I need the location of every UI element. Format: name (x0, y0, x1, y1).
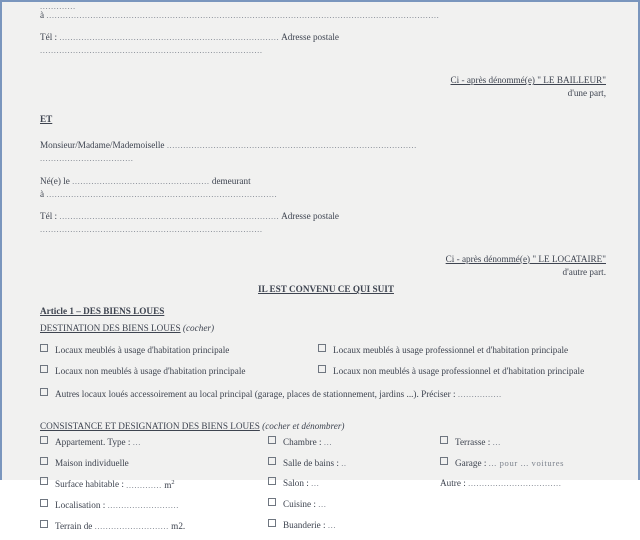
destination-option[interactable] (318, 344, 612, 357)
locataire-demeurant-label: demeurant (211, 175, 251, 186)
consistance-item-label: Terrain de (55, 520, 93, 531)
consistance-item-value[interactable]: ... pour ... voitures (488, 457, 565, 468)
locataire-address-dots[interactable]: .................................................................................... (46, 188, 278, 199)
locataire-civility-row (40, 139, 612, 152)
bailleur-tel-dots[interactable]: ................................................................................ (59, 32, 280, 43)
checkbox-icon[interactable] (40, 477, 48, 485)
checkbox-icon[interactable] (268, 436, 276, 444)
consistance-item[interactable] (268, 498, 440, 511)
consistance-column-1 (40, 436, 268, 540)
consistance-item-value[interactable]: .. (341, 457, 347, 468)
bailleur-address-dots[interactable]: ............................................................................................................................................... (46, 10, 440, 20)
checkbox-icon[interactable] (268, 477, 276, 485)
checkbox-icon[interactable] (268, 498, 276, 506)
consistance-item-label: Buanderie : (283, 519, 326, 530)
locataire-civility-row2 (40, 152, 612, 165)
locataire-denomination: Ci - après dénommé(e) " LE LOCATAIRE" (445, 253, 606, 264)
bailleur-address-row (40, 9, 612, 22)
consistance-heading: CONSISTANCE ET DESIGNATION DES BIENS LOUES (40, 421, 260, 432)
consistance-item-label: Terrasse : (455, 437, 491, 448)
clipped-dots: ............. (40, 1, 76, 11)
bailleur-part: d'une part, (567, 88, 606, 99)
consistance-item-unit: m2. (171, 520, 186, 531)
destination-option-label: Locaux meublés à usage d'habitation principale (55, 345, 230, 356)
destination-heading-note: (cocher) (182, 323, 215, 333)
et-label: ET (40, 114, 53, 125)
consistance-heading-row (40, 420, 612, 433)
checkbox-icon[interactable] (440, 436, 448, 444)
consistance-item-label: Surface habitable : (55, 479, 124, 490)
locataire-birth-dots[interactable]: .................................................. (72, 175, 210, 186)
checkbox-icon[interactable] (318, 344, 326, 352)
consistance-item-value[interactable]: ... (492, 437, 501, 448)
consistance-column-2 (268, 436, 440, 540)
consistance-item[interactable] (40, 457, 268, 470)
destination-options-row-2 (40, 365, 612, 380)
destination-heading-row (40, 322, 612, 335)
locataire-part: d'autre part. (562, 266, 606, 277)
destination-option-label: Locaux non meublés à usage professionnel et d'habitation principale (333, 366, 585, 377)
checkbox-icon[interactable] (40, 388, 48, 396)
locataire-postal-dots[interactable]: ................................................................................. (40, 223, 263, 234)
locataire-address-row (40, 188, 612, 201)
locataire-birth-row (40, 175, 612, 188)
checkbox-icon[interactable] (40, 499, 48, 507)
checkbox-icon[interactable] (440, 457, 448, 465)
destination-heading: DESTINATION DES BIENS LOUES (40, 323, 181, 333)
locataire-civility-dots[interactable]: ........................................................................................... (166, 140, 417, 151)
consistance-item-label: Appartement. Type : (55, 437, 131, 448)
consistance-item-label: Cuisine : (283, 499, 316, 509)
consistance-item-value[interactable]: .......................... (107, 500, 180, 511)
article-heading-row (40, 305, 612, 318)
consistance-item-value[interactable]: ............. (126, 479, 162, 490)
destination-other-option[interactable] (40, 388, 612, 401)
destination-option[interactable] (40, 344, 318, 357)
consistance-item-value[interactable]: ... (323, 437, 333, 448)
destination-options-row-1 (40, 344, 612, 359)
destination-option-label: Locaux non meublés à usage d'habitation principale (55, 366, 246, 377)
locataire-civility-dots2[interactable]: .................................. (40, 153, 134, 164)
checkbox-icon[interactable] (268, 457, 276, 465)
destination-option[interactable] (318, 365, 612, 378)
locataire-address-label: à (40, 188, 45, 199)
consistance-item-label: Localisation : (55, 500, 106, 511)
locataire-birth-label: Né(e) le (40, 175, 70, 186)
consistance-item[interactable] (268, 436, 440, 449)
consistance-item-value[interactable]: ........................... (94, 520, 169, 531)
bailleur-postal-row (40, 44, 612, 57)
consistance-item-label: Autre : (440, 478, 466, 489)
consistance-item[interactable] (268, 519, 440, 532)
consistance-item-label: Maison individuelle (55, 457, 129, 468)
consistance-item-value[interactable]: ... (132, 437, 142, 448)
locataire-tel-dots[interactable]: ................................................................................ (59, 210, 280, 221)
consistance-item-autre[interactable] (440, 477, 612, 490)
consistance-item-label: Garage : (455, 457, 487, 468)
consistance-heading-note: (cocher et dénombrer) (262, 421, 345, 432)
consistance-item-label: Salon : (283, 478, 309, 489)
destination-option-label: Locaux meublés à usage professionnel et d'habitation principale (333, 345, 569, 356)
consistance-item[interactable] (268, 457, 440, 470)
checkbox-icon[interactable] (40, 365, 48, 373)
consistance-item-unit: $m^2$ (164, 478, 175, 490)
consistance-item[interactable] (440, 436, 612, 449)
bailleur-denomination-block (40, 74, 612, 100)
consistance-item-value[interactable]: .................................. (468, 478, 562, 489)
document-sheet (2, 1, 638, 531)
checkbox-icon[interactable] (268, 519, 276, 527)
destination-other-dots[interactable]: ................ (457, 389, 502, 400)
article-heading: Article 1 – DES BIENS LOUES (40, 305, 165, 316)
bailleur-address-label: à (40, 10, 45, 20)
consistance-columns (40, 436, 612, 540)
consistance-item-label: Chambre : (283, 437, 322, 448)
locataire-tel-row (40, 210, 612, 223)
locataire-tel-label: Tél : (40, 210, 58, 221)
checkbox-icon[interactable] (40, 344, 48, 352)
destination-option[interactable] (40, 365, 318, 378)
consistance-item-value[interactable]: ... (311, 478, 320, 489)
destination-other-label: Autres locaux loués accessoirement au local principal (garage, places de stationnement, jardins ...). Préciser : (55, 389, 456, 400)
locataire-postal-label: Adresse postale (281, 210, 339, 221)
consistance-item[interactable] (440, 457, 612, 470)
checkbox-icon[interactable] (40, 436, 48, 444)
bailleur-tel-row (40, 31, 612, 44)
consistance-item[interactable] (40, 477, 268, 491)
locataire-civility-label: Monsieur/Madame/Mademoiselle (40, 140, 165, 151)
bailleur-postal-dots[interactable]: ................................................................................. (40, 45, 263, 56)
consistance-item-label: Salle de bains : (283, 457, 339, 468)
consistance-item-value[interactable]: ... (318, 499, 327, 509)
clipped-top-line (40, 2, 612, 9)
consistance-item[interactable] (40, 436, 268, 449)
checkbox-icon[interactable] (318, 365, 326, 373)
consistance-item[interactable] (40, 499, 268, 512)
bailleur-postal-label: Adresse postale (281, 32, 339, 43)
bailleur-denomination: Ci - après dénommé(e) " LE BAILLEUR" (450, 75, 606, 86)
locataire-denomination-block (40, 253, 612, 279)
consistance-item-value[interactable]: ... (327, 519, 337, 530)
checkbox-icon[interactable] (40, 457, 48, 465)
bailleur-tel-label: Tél : (40, 32, 58, 43)
agreement-heading: IL EST CONVENU CE QUI SUIT (258, 283, 394, 294)
locataire-postal-row (40, 223, 612, 236)
consistance-item[interactable] (268, 477, 440, 490)
consistance-item[interactable] (40, 520, 268, 533)
checkbox-icon[interactable] (40, 520, 48, 528)
consistance-column-3 (440, 436, 612, 540)
